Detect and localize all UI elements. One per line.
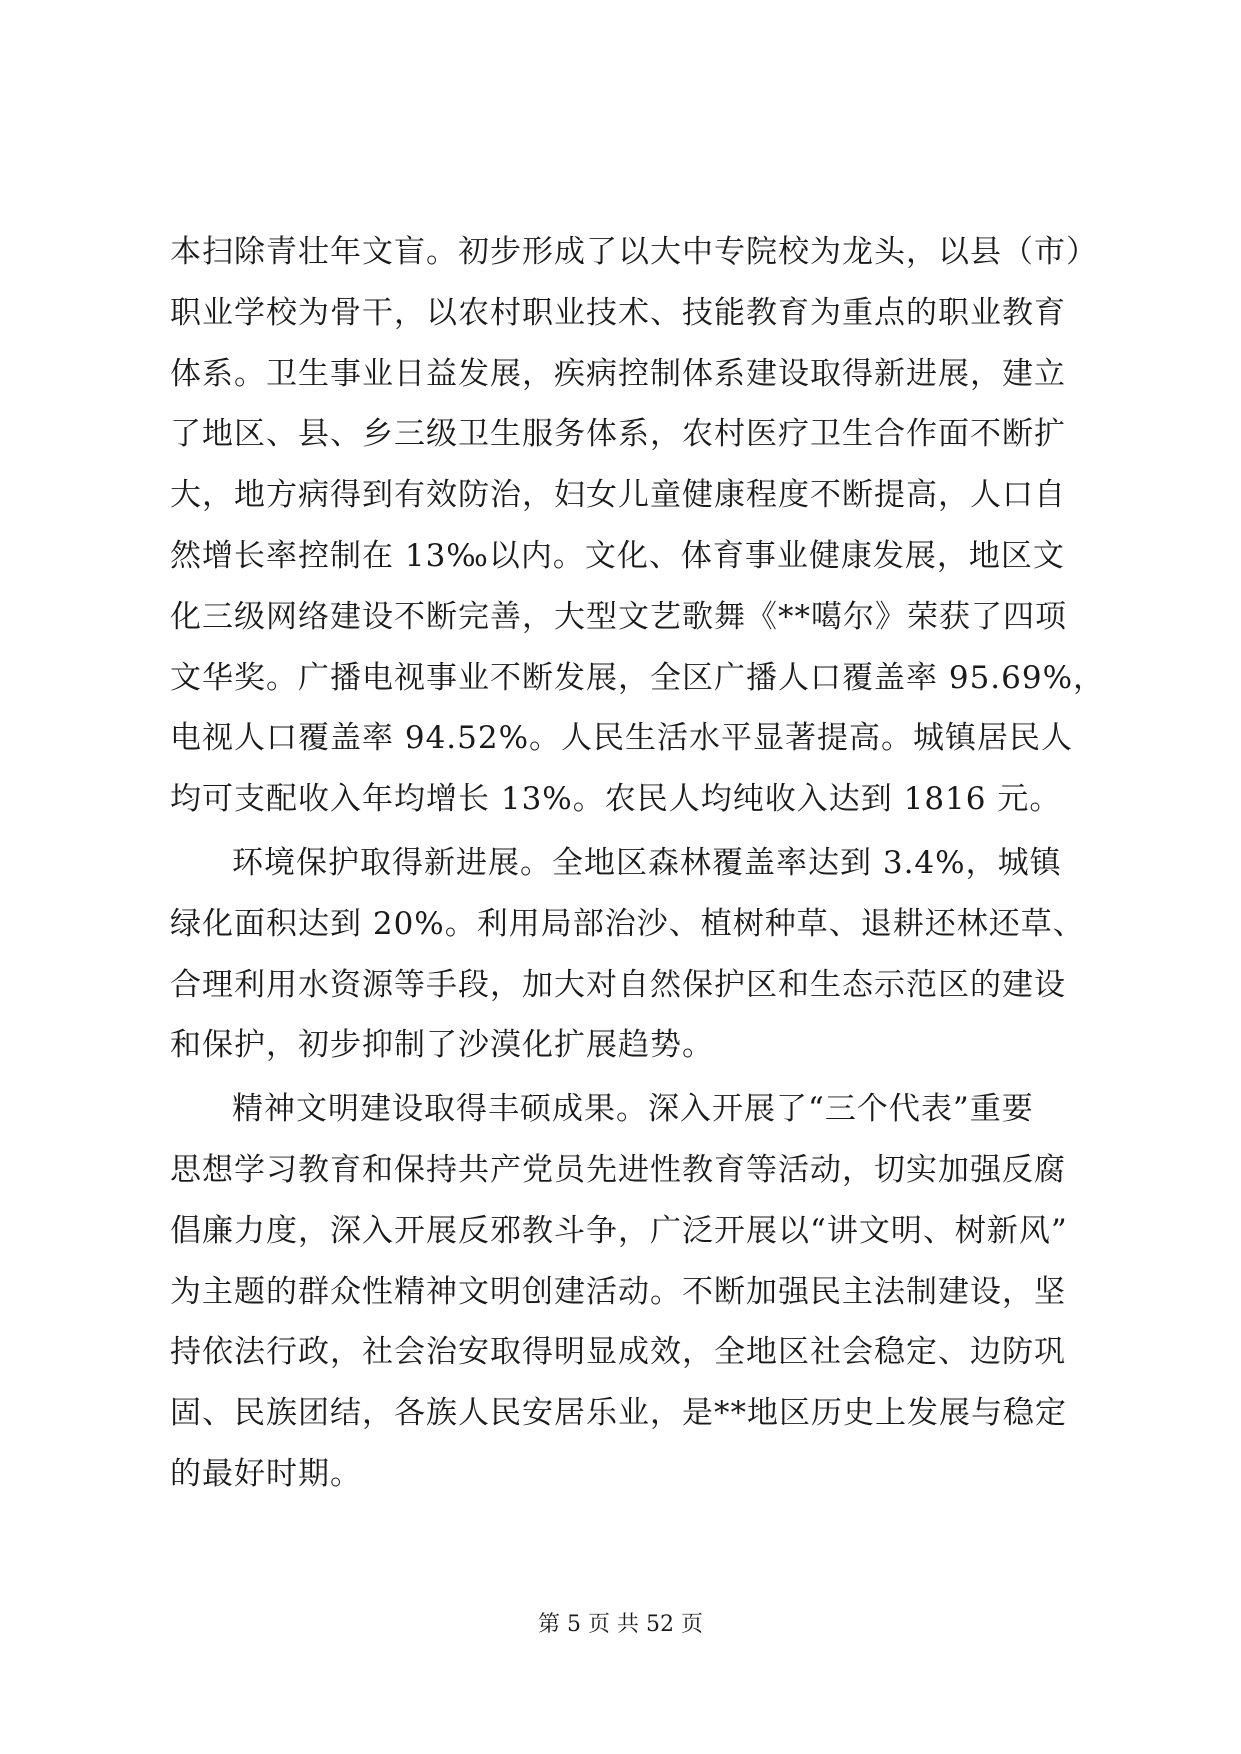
text-line: 本扫除青壮年文盲。初步形成了以大中专院校为龙头，以县（市） — [170, 234, 1098, 270]
text-line: 合理利用水资源等手段，加大对自然保护区和生态示范区的建设 — [170, 966, 1066, 1003]
page-footer — [0, 1610, 1241, 1640]
text-line: 均可支配收入年均增长 13%。农民人均纯收入达到 1816 元。 — [170, 781, 1062, 818]
text-line: 精神文明建设取得丰硕成果。深入开展了“三个代表”重要 — [232, 1091, 1034, 1128]
text-line: 职业学校为骨干，以农村职业技术、技能教育为重点的职业教育 — [170, 294, 1066, 331]
text-line: 为主题的群众性精神文明创建活动。不断加强民主法制建设，坚 — [170, 1273, 1066, 1310]
paragraph — [170, 222, 1106, 830]
page-number-label: 第 5 页 共 52 页 — [538, 1612, 703, 1637]
text-line: 思想学习教育和保持共产党员先进性教育等活动，切实加强反腐 — [170, 1151, 1066, 1188]
text-line: 体系。卫生事业日益发展，疾病控制体系建设取得新进展，建立 — [170, 355, 1066, 392]
text-line: 绿化面积达到 20%。利用局部治沙、植树种草、退耕还林还草、 — [170, 905, 1085, 942]
text-line: 化三级网络建设不断完善，大型文艺歌舞《**噶尔》荣获了四项 — [170, 598, 1067, 635]
paragraph — [170, 1079, 1090, 1505]
text-line: 持依法行政，社会治安取得明显成效，全地区社会稳定、边防巩 — [170, 1334, 1066, 1371]
text-line: 了地区、县、乡三级卫生服务体系，农村医疗卫生合作面不断扩 — [170, 416, 1066, 453]
text-line: 倡廉力度，深入开展反邪教斗争，广泛开展以“讲文明、树新风” — [170, 1212, 1068, 1249]
text-line: 的最好时期。 — [170, 1455, 362, 1492]
text-line: 和保护，初步抑制了沙漠化扩展趋势。 — [170, 1027, 714, 1064]
text-line: 大，地方病得到有效防治，妇女儿童健康程度不断提高，人口自 — [170, 477, 1066, 514]
paragraph — [170, 833, 1090, 1076]
document-body — [170, 222, 1106, 1505]
text-line: 然增长率控制在 13‰以内。文化、体育事业健康发展，地区文 — [170, 537, 1065, 574]
text-line: 固、民族团结，各族人民安居乐业，是**地区历史上发展与稳定 — [170, 1395, 1067, 1432]
text-line: 电视人口覆盖率 94.52%。人民生活水平显著提高。城镇居民人 — [170, 720, 1074, 757]
text-line: 文华奖。广播电视事业不断发展，全区广播人口覆盖率 95.69%， — [170, 659, 1106, 696]
text-line: 环境保护取得新进展。全地区森林覆盖率达到 3.4%，城镇 — [232, 844, 1062, 881]
